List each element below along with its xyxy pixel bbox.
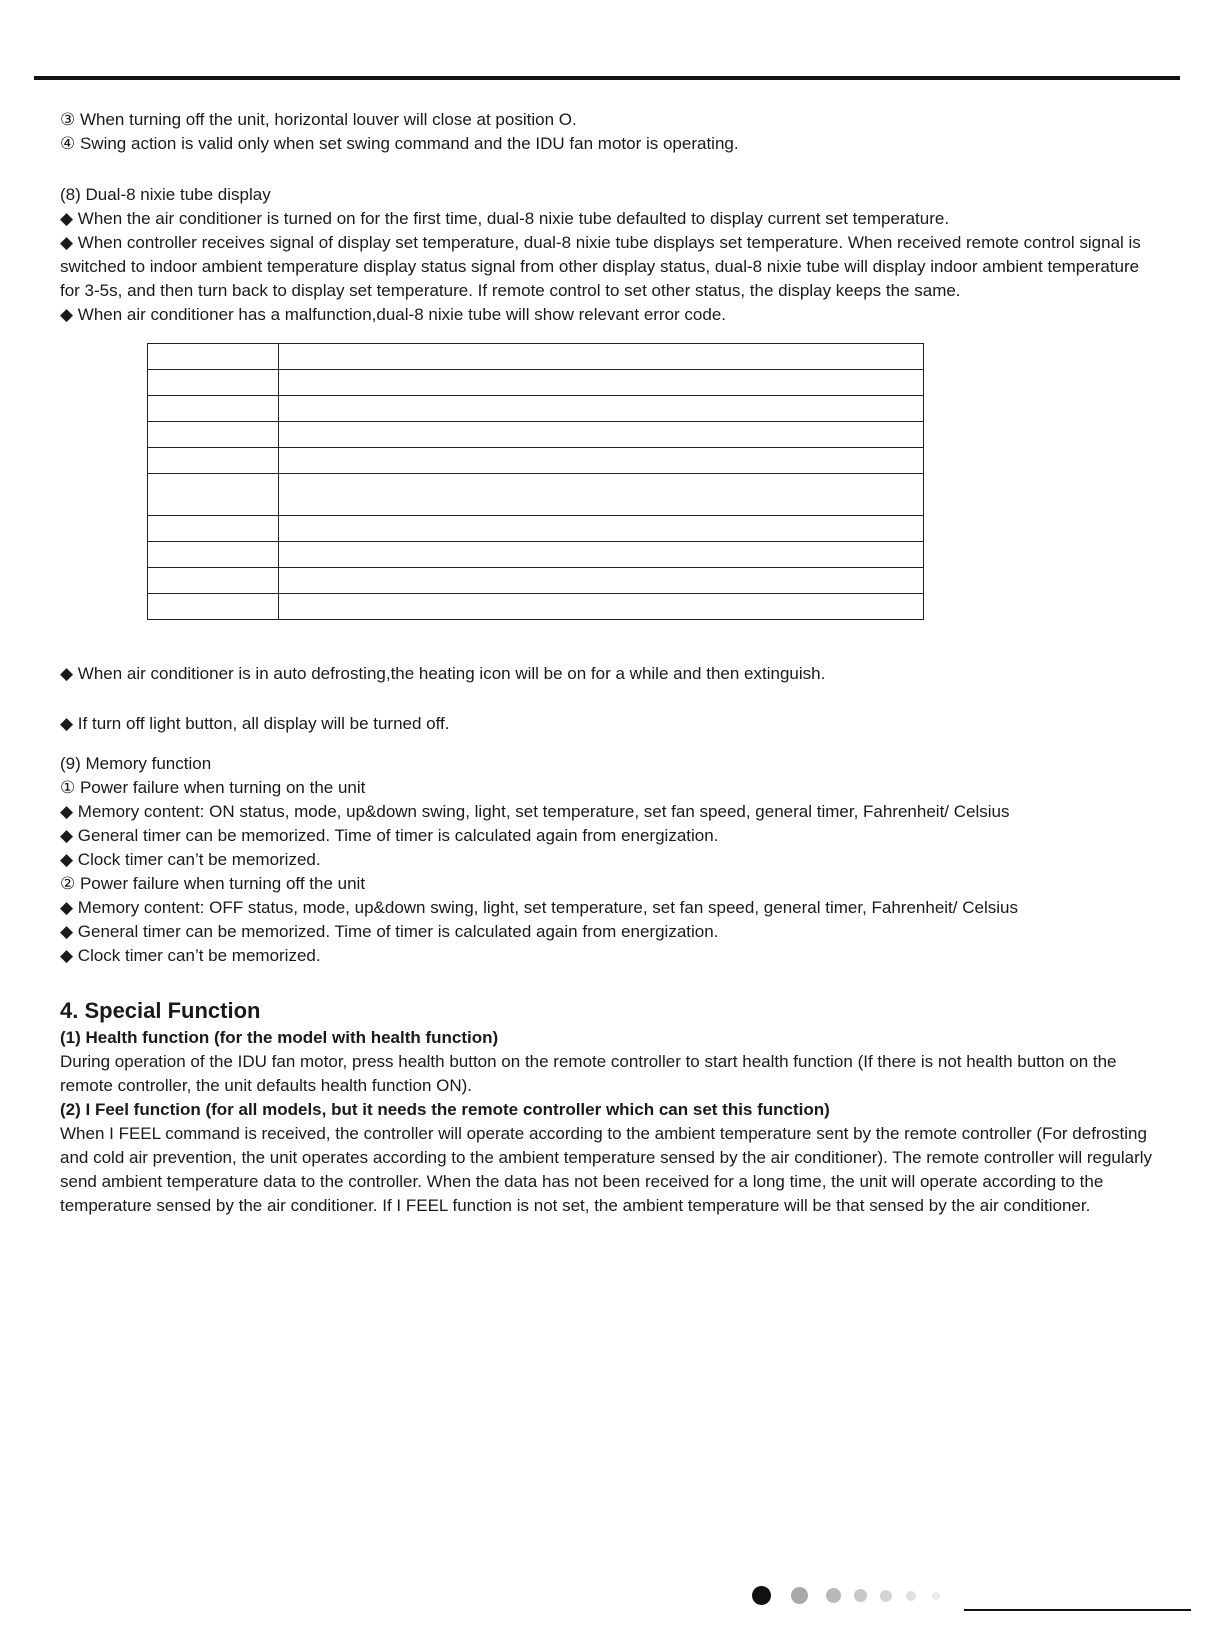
table-row xyxy=(148,474,924,516)
swing-valid-note: ④ Swing action is valid only when set swing command and the IDU fan motor is operating. xyxy=(60,134,739,153)
footer-dot-icon xyxy=(906,1591,916,1601)
section-8-item: ◆ When the air conditioner is turned on for the first time, dual-8 nixie tube defaulted to display current set temperature. xyxy=(60,209,950,228)
section-8-item: ◆ When controller receives signal of display set temperature, dual-8 nixie tube displays set temperature. When received remote control signal is switched to indoor ambient temperature display status signal from other display status, dual-8 nixie tube will display indoor ambient temperature for 3-5s, and then turn back to display set temperature. If remote control to set other status, the display keeps the same. xyxy=(60,233,1141,300)
health-function-text: During operation of the IDU fan motor, press health button on the remote controller to start health function (If there is not health button on the remote controller, the unit defaults health function ON). xyxy=(60,1052,1117,1095)
table-row xyxy=(148,422,924,448)
footer-rule xyxy=(964,1609,1191,1611)
section-9-line: ◆ Memory content: OFF status, mode, up&down swing, light, set temperature, set fan speed, general timer, Fahrenheit/ Celsius xyxy=(60,898,1018,917)
page-content xyxy=(60,108,1160,1218)
section-9-title: (9) Memory function xyxy=(60,754,212,773)
section-9-line: ◆ Memory content: ON status, mode, up&down swing, light, set temperature, set fan speed, general timer, Fahrenheit/ Celsius xyxy=(60,802,1010,821)
section-8-item: ◆ When air conditioner has a malfunction,dual-8 nixie tube will show relevant error code. xyxy=(60,305,727,324)
section-9-line: ◆ Clock timer can’t be memorized. xyxy=(60,946,321,965)
footer-dot-icon xyxy=(854,1589,867,1602)
light-off-note: ◆ If turn off light button, all display will be turned off. xyxy=(60,714,450,733)
table-row xyxy=(148,448,924,474)
header-rule xyxy=(34,76,1180,80)
table-row xyxy=(148,516,924,542)
ifeel-function-title: (2) I Feel function (for all models, but it needs the remote controller which can set this function) xyxy=(60,1100,830,1119)
section-9-line: ② Power failure when turning off the unit xyxy=(60,874,366,893)
table-row xyxy=(148,370,924,396)
footer-dot-icon xyxy=(791,1587,808,1604)
ifeel-function-text: When I FEEL command is received, the controller will operate according to the ambient temperature sent by the remote controller (For defrosting and cold air prevention, the unit operates according to the ambient temperature sensed by the air conditioner). The remote controller will regularly send ambient temperature data to the controller. When the data has not been received for a long time, the unit will operate according to the temperature sensed by the air conditioner. If I FEEL function is not set, the ambient temperature will be that sensed by the air conditioner. xyxy=(60,1124,1153,1215)
error-code-table xyxy=(147,343,924,620)
footer-dot-icon xyxy=(826,1588,841,1603)
table-row xyxy=(148,594,924,620)
health-function-title: (1) Health function (for the model with health function) xyxy=(60,1028,499,1047)
table-row xyxy=(148,542,924,568)
footer-dot-icon xyxy=(932,1592,940,1600)
section-9-line: ◆ Clock timer can’t be memorized. xyxy=(60,850,321,869)
section-9-line: ◆ General timer can be memorized. Time of timer is calculated again from energization. xyxy=(60,826,719,845)
louver-close-note: ③ When turning off the unit, horizontal louver will close at position O. xyxy=(60,110,577,129)
table-row xyxy=(148,396,924,422)
section-9-line: ◆ General timer can be memorized. Time of timer is calculated again from energization. xyxy=(60,922,719,941)
table-row xyxy=(148,568,924,594)
footer-dot-icon xyxy=(880,1590,892,1602)
section-9-line: ① Power failure when turning on the unit xyxy=(60,778,366,797)
footer-dot-icon xyxy=(752,1586,771,1605)
section-8-title: (8) Dual-8 nixie tube display xyxy=(60,185,271,204)
special-function-title: 4. Special Function xyxy=(60,998,261,1023)
table-row xyxy=(148,344,924,370)
defrost-note: ◆ When air conditioner is in auto defrosting,the heating icon will be on for a while and then extinguish. xyxy=(60,664,826,683)
